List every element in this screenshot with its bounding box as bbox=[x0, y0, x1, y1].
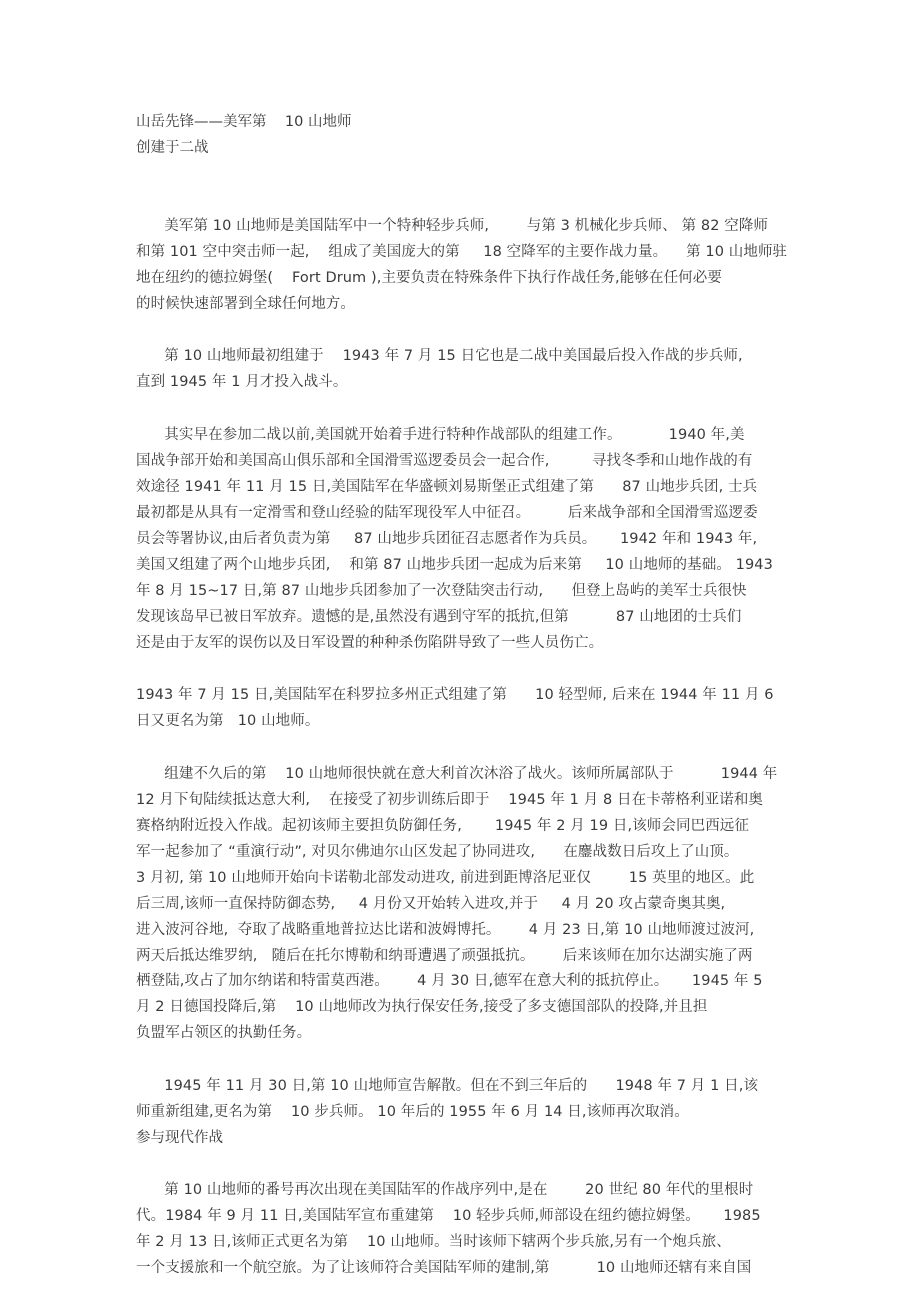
paragraph-3 bbox=[136, 423, 790, 656]
text-line: 和第 101 空中突击师一起, 组成了美国庞大的第 18 空降军的主要作战力量。 第 10 山地师驻 bbox=[136, 243, 788, 260]
text-line: 年 8 月 15~17 日,第 87 山地步兵团参加了一次登陆突击行动, 但登上岛屿的美军士兵很快 bbox=[136, 582, 747, 599]
spacer bbox=[136, 396, 790, 423]
text-line: 军一起参加了 “重演行动”, 对贝尔佛迪尔山区发起了协同进攻, 在鏖战数日后攻上了山顶。 bbox=[136, 843, 739, 860]
document-body bbox=[136, 110, 790, 1282]
text-line: 一个支援旅和一个航空旅。为了让该师符合美国陆军师的建制,第 10 山地师还辖有来自国 bbox=[136, 1259, 752, 1276]
text-line: 第 10 山地师的番号再次出现在美国陆军的作战序列中,是在 20 世纪 80 年代的里根时 bbox=[136, 1181, 754, 1198]
text-line: 最初都是从具有一定滑雪和登山经验的陆军现役军人中征召。 后来战争部和全国滑雪巡逻委 bbox=[136, 504, 758, 521]
spacer bbox=[136, 162, 790, 214]
paragraph-2 bbox=[136, 344, 790, 396]
text-line: 直到 1945 年 1 月才投入战斗。 bbox=[136, 374, 348, 391]
text-line: 师重新组建,更名为第 10 步兵师。 10 年后的 1955 年 6 月 14 日,该师再次取消。 bbox=[136, 1104, 689, 1121]
text-line: 进入波河谷地, 夺取了战略重地普拉达比诺和波姆博托。 4 月 23 日,第 10 山地师渡过波河, bbox=[136, 921, 755, 938]
paragraph-7 bbox=[136, 1178, 790, 1282]
text-line: 栖登陆,攻占了加尔纳诺和特雷莫西港。 4 月 30 日,德军在意大利的抵抗停止。 1945 年 5 bbox=[136, 973, 763, 990]
text-line: 组建不久后的第 10 山地师很快就在意大利首次沐浴了战火。该师所属部队于 1944 年 bbox=[136, 766, 778, 783]
text-line: 美军第 10 山地师是美国陆军中一个特种轻步兵师, 与第 3 机械化步兵师、 第 82 空降师 bbox=[136, 217, 769, 234]
spacer bbox=[136, 735, 790, 762]
text-line: 的时候快速部署到全球任何地方。 bbox=[136, 295, 355, 312]
text-line: 3 月初, 第 10 山地师开始向卡诺勒北部发动进攻, 前进到距博洛尼亚仅 15 英里的地区。此 bbox=[136, 869, 755, 886]
text-line: 地在纽约的德拉姆堡( Fort Drum ),主要负责在特殊条件下执行作战任务,能够在任何必要 bbox=[136, 269, 722, 286]
text-line: 效途径 1941 年 11 月 15 日,美国陆军在华盛顿刘易斯堡正式组建了第 87 山地步兵团, 士兵 bbox=[136, 479, 758, 496]
text-line: 第 10 山地师最初组建于 1943 年 7 月 15 日它也是二战中美国最后投入作战的步兵师, bbox=[136, 348, 743, 365]
text-line: 美国又组建了两个山地步兵团, 和第 87 山地步兵团一起成为后来第 10 山地师的基础。 1943 bbox=[136, 556, 773, 573]
text-line: 赛格纳附近投入作战。起初该师主要担负防御任务, 1945 年 2 月 19 日,该师会同巴西远征 bbox=[136, 818, 750, 835]
spacer bbox=[136, 1047, 790, 1074]
spacer bbox=[136, 317, 790, 344]
text-line: 国战争部开始和美国高山俱乐部和全国滑雪巡逻委员会一起合作, 寻找冬季和山地作战的有 bbox=[136, 453, 753, 470]
paragraph-4 bbox=[136, 683, 790, 735]
text-line: 月 2 日德国投降后,第 10 山地师改为执行保安任务,接受了多支德国部队的投降,并且担 bbox=[136, 999, 708, 1016]
text-line: 其实早在参加二战以前,美国就开始着手进行特种作战部队的组建工作。 1940 年,美 bbox=[136, 427, 745, 444]
text-line: 员会等署协议,由后者负责为第 87 山地步兵团征召志愿者作为兵员。 1942 年和 1943 年, bbox=[136, 530, 758, 547]
section-heading-label: 参与现代作战 bbox=[136, 1130, 223, 1146]
text-line: 日又更名为第 10 山地师。 bbox=[136, 713, 320, 730]
title-block bbox=[136, 110, 790, 162]
text-line: 年 2 月 13 日,该师正式更名为第 10 山地师。当时该师下辖两个步兵旅,另有一个炮兵旅、 bbox=[136, 1233, 731, 1250]
paragraph-6 bbox=[136, 1074, 790, 1126]
text-line: 后三周,该师一直保持防御态势, 4 月份又开始转入进攻,并于 4 月 20 攻占蒙奇奥其奥, bbox=[136, 895, 726, 912]
paragraph-1 bbox=[136, 214, 790, 318]
paragraph-5 bbox=[136, 762, 790, 1047]
section-heading-modern-combat bbox=[136, 1126, 790, 1152]
text-line: 1943 年 7 月 15 日,美国陆军在科罗拉多州正式组建了第 10 轻型师, 后来在 1944 年 11 月 6 bbox=[136, 687, 774, 704]
text-line: 发现该岛早已被日军放弃。遗憾的是,虽然没有遇到守军的抵抗,但第 87 山地团的士兵们 bbox=[136, 608, 742, 625]
text-line: 1945 年 11 月 30 日,第 10 山地师宣告解散。但在不到三年后的 1948 年 7 月 1 日,该 bbox=[136, 1078, 759, 1095]
spacer bbox=[136, 656, 790, 683]
spacer bbox=[136, 1152, 790, 1178]
document-title: 山岳先锋——美军第 10 山地师 bbox=[136, 114, 352, 130]
text-line: 代。1984 年 9 月 11 日,美国陆军宣布重建第 10 轻步兵师,师部设在纽约德拉姆堡。 1985 bbox=[136, 1207, 761, 1224]
text-line: 两天后抵达维罗纳, 随后在托尔博勒和纳哥遭遇了顽强抵抗。 后来该师在加尔达湖实施了两 bbox=[136, 947, 753, 964]
text-line: 负盟军占领区的执勤任务。 bbox=[136, 1025, 312, 1042]
document-subtitle: 创建于二战 bbox=[136, 139, 209, 156]
text-line: 12 月下旬陆续抵达意大利, 在接受了初步训练后即于 1945 年 1 月 8 日在卡蒂格利亚诺和奥 bbox=[136, 792, 764, 809]
text-line: 还是由于友军的误伤以及日军设置的种种杀伤陷阱导致了一些人员伤亡。 bbox=[136, 634, 604, 651]
